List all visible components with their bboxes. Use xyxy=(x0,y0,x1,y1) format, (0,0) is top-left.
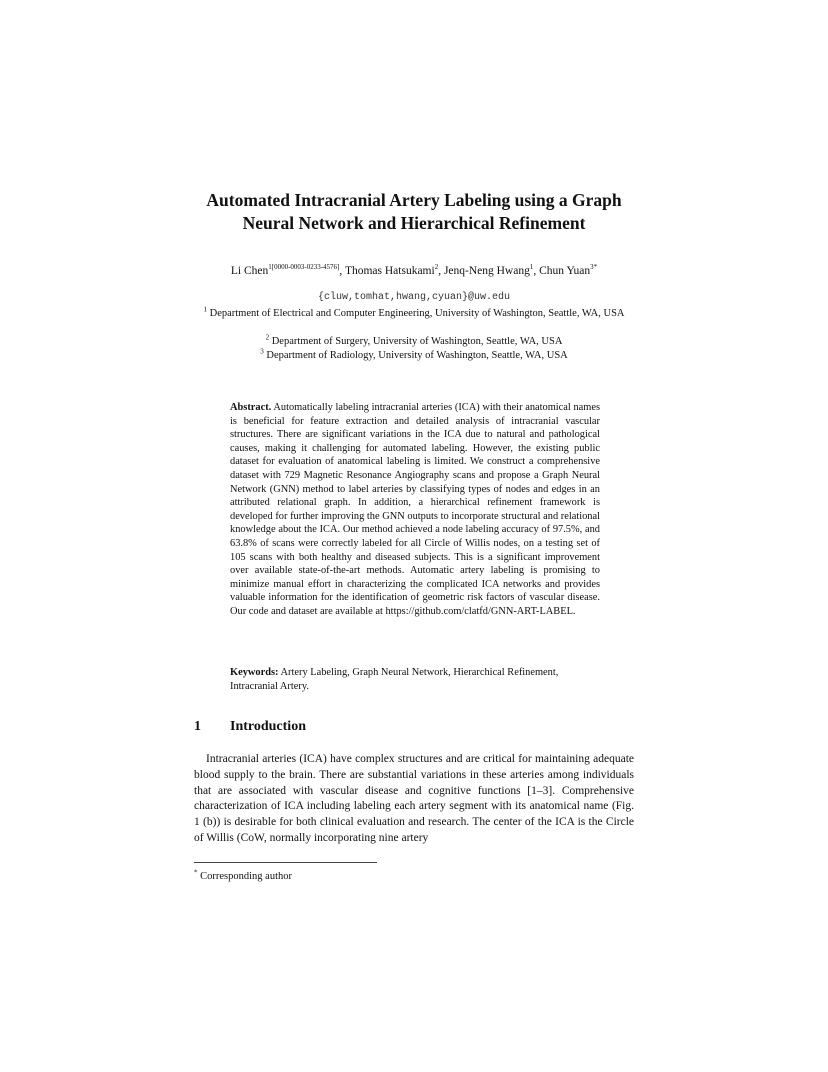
author: Thomas Hatsukami$^2$, xyxy=(344,263,444,277)
footnote-mark: * xyxy=(194,868,198,877)
section-number: 1 xyxy=(194,719,201,734)
abstract xyxy=(230,401,600,619)
paper-title xyxy=(150,189,678,235)
author-email[interactable]: {cluw,tomhat,hwang,cyuan}@uw.edu xyxy=(317,292,511,303)
keywords xyxy=(230,666,600,693)
author-list xyxy=(150,263,678,279)
affiliation-2: $^2$ Department of Surgery, University of Washington, Seattle, WA, USA xyxy=(265,333,563,347)
introduction-paragraph: Intracranial arteries (ICA) have complex structures and are critical for maintaining adequate blood supply to the brain. There are substantial variations in these arteries among individuals that are associated with vascular disease and cognitive functions [1–3]. Comprehensive characterization of ICA including labeling each artery segment with its anatomical name (Fig. 1 (b)) is desirable for both clinical evaluation and research. The center of the ICA is the Circle of Willis (CoW, normally incorporating nine artery xyxy=(194,753,634,844)
author-affiliation-mark: 1[0000-0003-0233-4576] xyxy=(268,263,340,272)
abstract-label: Abstract. xyxy=(230,402,272,413)
footnote xyxy=(194,870,292,884)
keywords-label: Keywords: xyxy=(230,667,279,678)
author-affiliation-mark: 2 xyxy=(434,263,439,272)
section-heading-introduction xyxy=(194,718,306,736)
abstract-text: Automatically labeling intracranial arteries (ICA) with their anatomical names is beneficial for feature extraction and detailed analysis of intracranial vascular structures. There are significant variations in the ICA due to natural and pathological causes, making it challenging for automated labeling. However, the existing public dataset for evaluation of anatomical labeling is limited. We construct a comprehensive dataset with 729 Magnetic Resonance Angiography scans and propose a Graph Neural Network (GNN) method to label arteries by classifying types of nodes and edges in an attributed relational graph. In addition, a hierarchical refinement framework is developed for further improving the GNN outputs to incorporate structural and relational knowledge about the ICA. Our method achieved a node labeling accuracy of 97.5%, and 63.8% of scans were correctly labeled for all Circle of Willis nodes, on a testing set of 105 scans with both healthy and diseased subjects. This is a significant improvement over available state-of-the-art methods. Automatic artery labeling is promising to minimize manual effort in characterizing the complicated ICA networks and provides valuable information for the identification of geometric risk factors of vascular disease. Our code and dataset are available at https://github.com/clatfd/GNN-ART-LABEL. xyxy=(230,402,600,617)
title-line-2: Neural Network and Hierarchical Refinement xyxy=(242,213,586,233)
author: Chun Yuan$^{3*}$ xyxy=(539,263,598,277)
affiliation-3: $^3$ Department of Radiology, University of Washington, Seattle, WA, USA xyxy=(260,347,568,361)
section-title: Introduction xyxy=(230,719,306,734)
footnote-divider xyxy=(194,862,377,863)
author-affiliation-mark: 1 xyxy=(529,263,534,272)
author: Jenq-Neng Hwang$^1$, xyxy=(443,263,540,277)
author-affiliation-mark: 3* xyxy=(590,263,598,272)
footnote-text: Corresponding author xyxy=(200,871,292,882)
author: Li Chen$^{1[0000-0003-0233-4576]}$, xyxy=(230,263,345,277)
keywords-text: Artery Labeling, Graph Neural Network, Hierarchical Refinement, Intracranial Artery. xyxy=(230,667,559,692)
title-line-1: Automated Intracranial Artery Labeling using a Graph xyxy=(206,190,622,210)
affiliation-1: $^1$ Department of Electrical and Computer Engineering, University of Washington, Seattle, WA, USA xyxy=(203,305,625,319)
